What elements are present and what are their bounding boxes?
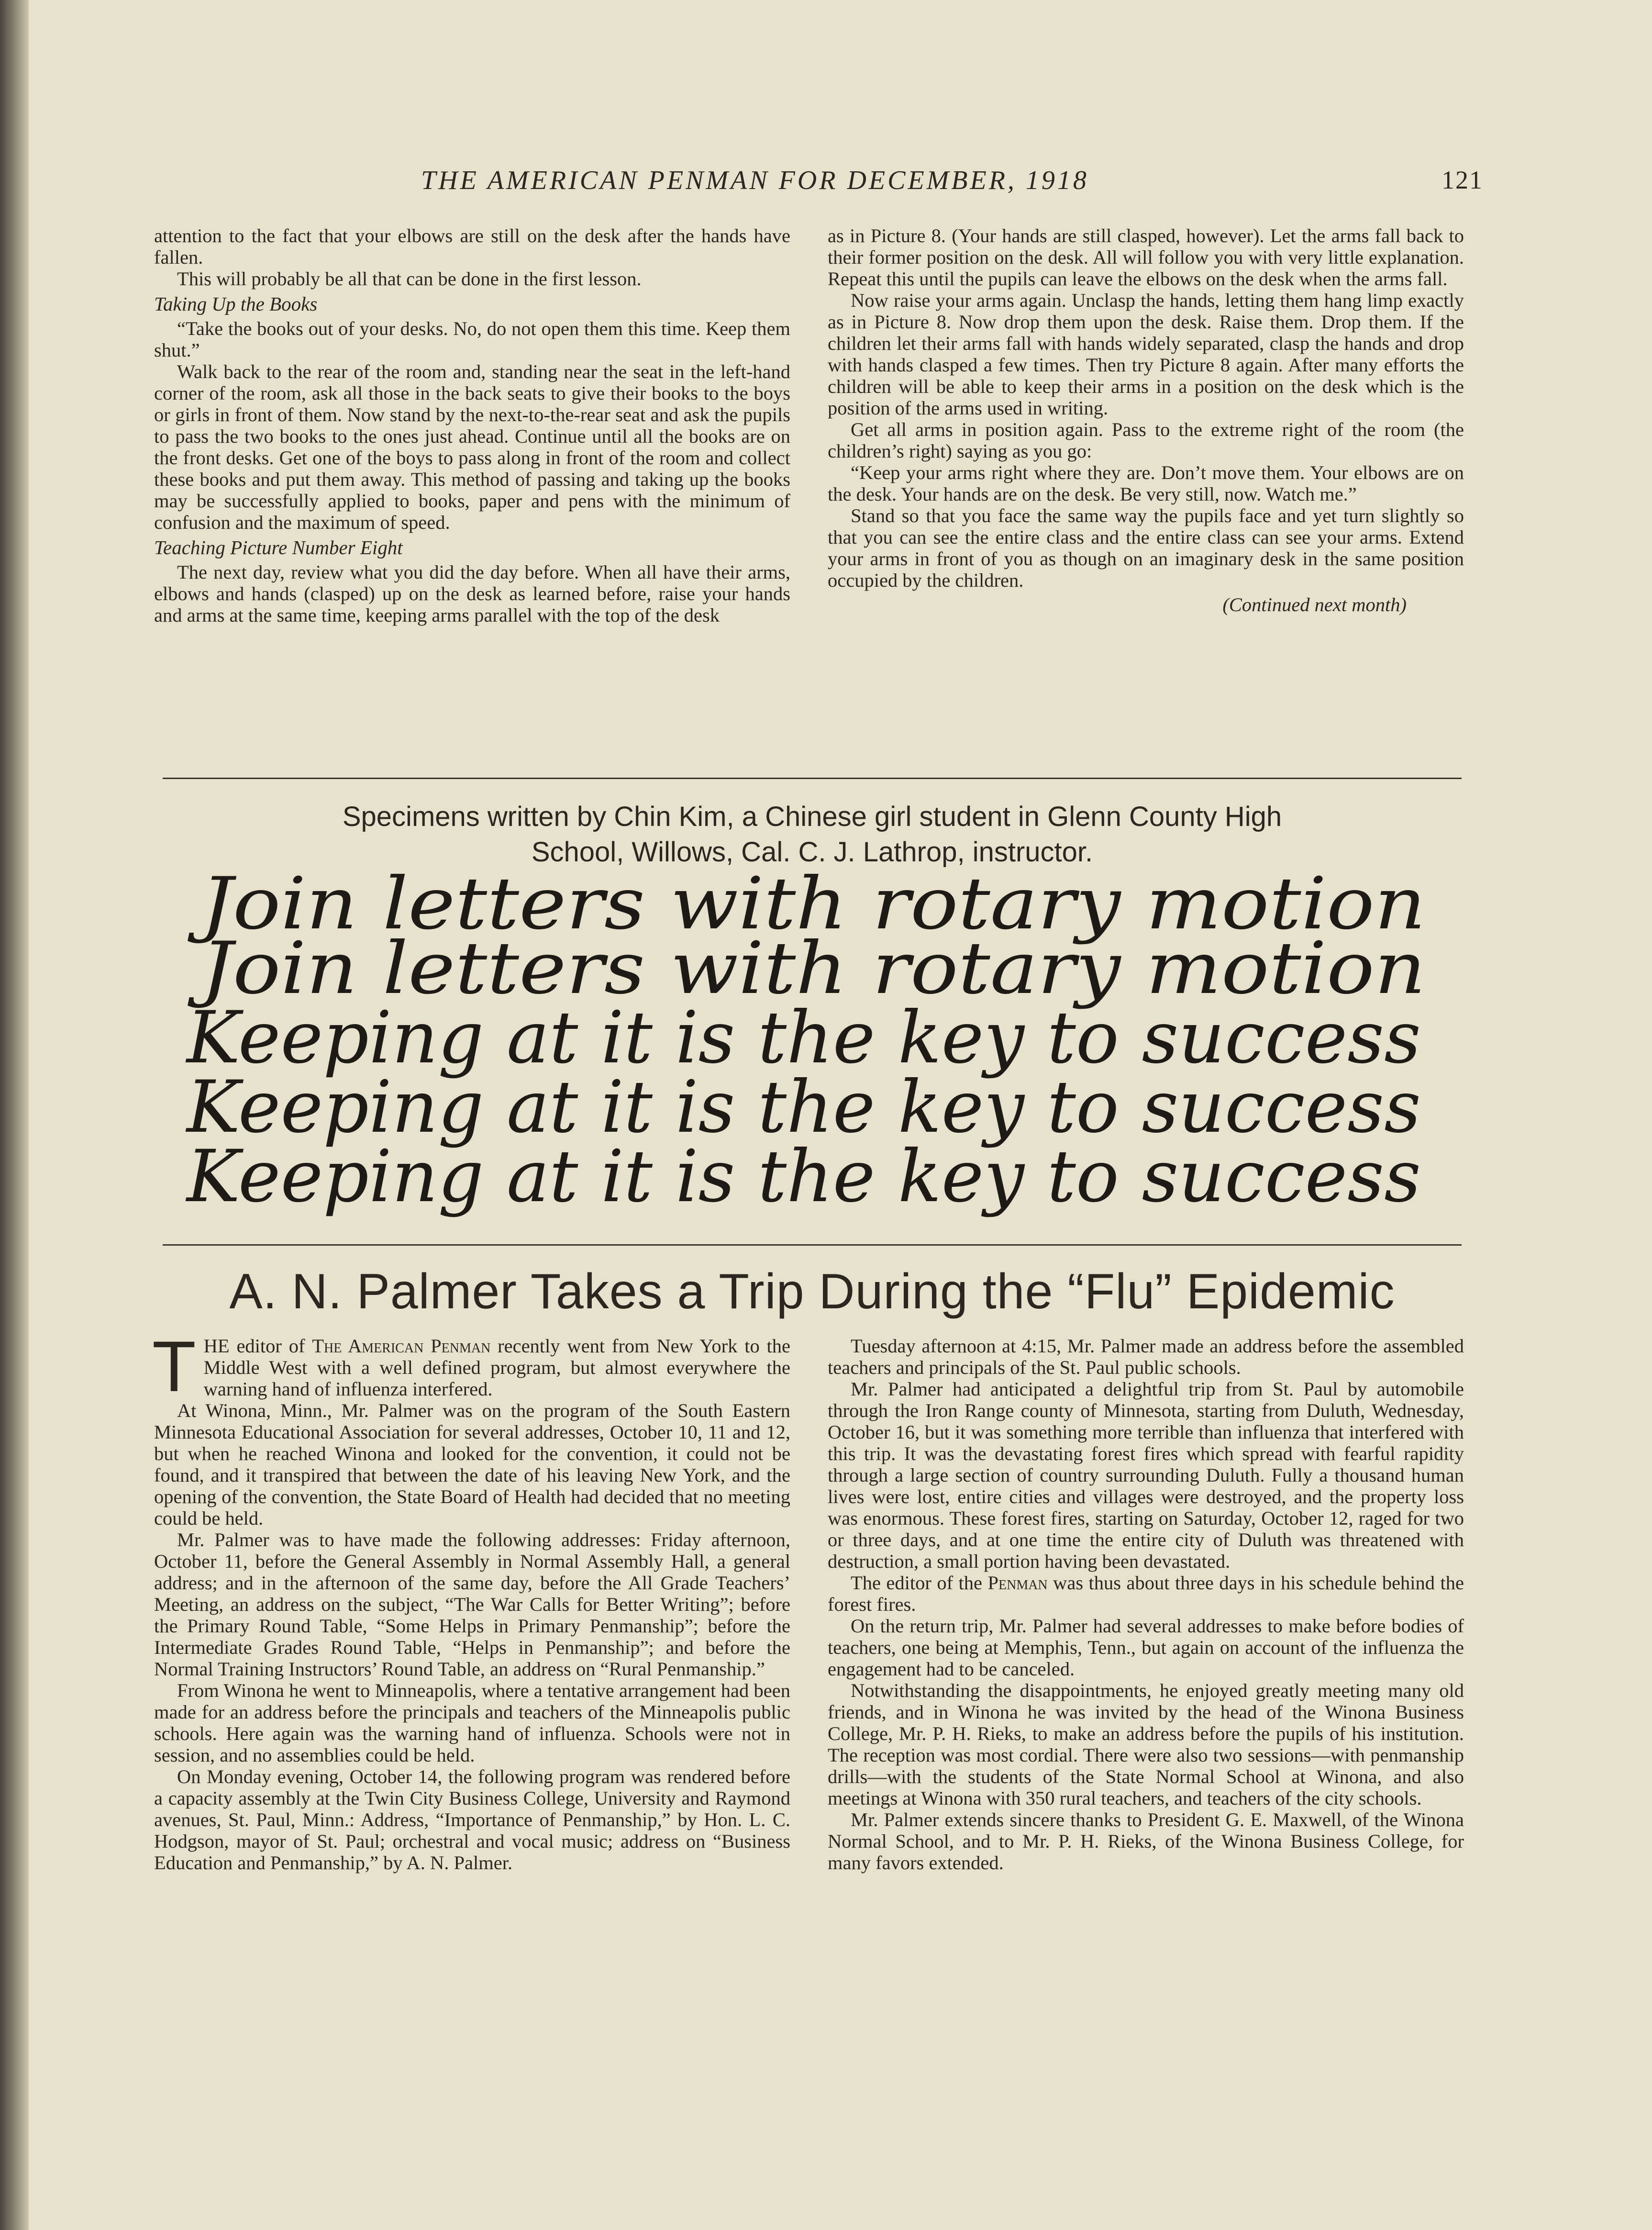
paragraph: On the return trip, Mr. Palmer had several addresses to make before bodies of teachers, one being at Memphis, Tenn., but again on account of the influenza the engagement had to be canceled. [828, 1615, 1464, 1680]
paragraph: Stand so that you face the same way the pupils face and yet turn slightly so that you can see the entire class and the entire class can see your arms. Extend your arms in front of you as though on an imaginary desk in the same position occupied by the children. [828, 505, 1464, 591]
divider-rule [163, 778, 1462, 779]
section-heading-taking-up-books: Taking Up the Books [154, 293, 318, 315]
specimen-caption-line: School, Willows, Cal. C. J. Lathrop, instructor. [531, 836, 1093, 868]
specimen-line: Keeping at it is the key to success [185, 996, 1421, 1080]
editor-text: was thus about three days in his schedule behind the forest fires. [828, 1572, 1464, 1615]
specimen-line: Join letters with rotary motion [187, 927, 1426, 1010]
specimen-line: Keeping at it is the key to success [185, 1135, 1421, 1218]
paragraph: Walk back to the rear of the room and, standing near the seat in the left-hand corner of the room, ask all those in the back seats to give their books to the boys or girls in front of them. Now stand by the next-to-the-rear seat and ask the pupils to pass the two books to the ones just ahead. Continue until all the books are on the front desks. Get one of the boys to pass along in front of the room and collect these books and put them away. This method of passing and taking up the books may be successfully applied to books, paper and pens with the minimum of confusion and the maximum of speed. [154, 361, 790, 533]
article-right-column [828, 1335, 1464, 1873]
drop-cap: T [152, 1326, 196, 1406]
paragraph: as in Picture 8. (Your hands are still clasped, however). Let the arms fall back to their former position on the desk. All will follow you with very little explanation. Repeat this until the pupils can leave the elbows on the desk when the arms fall. [828, 225, 1464, 290]
book-spine-shadow [0, 0, 29, 2230]
paragraph: Mr. Palmer extends sincere thanks to President G. E. Maxwell, of the Winona Normal School, and to Mr. P. H. Rieks, of the Winona Business College, for many favors extended. [828, 1809, 1464, 1873]
editor-text: The editor of the [851, 1572, 988, 1594]
paragraph: Notwithstanding the disappointments, he enjoyed greatly meeting many old friends, and in Winona he was invited by the head of the Winona Business College, Mr. P. H. Rieks, to make an address before the pupils of his institution. The reception was most cordial. There were also two sessions—with penmanship drills—with the students of the State Normal School at Winona, and also meetings at Winona with 350 rural teachers, and teachers of the city schools. [828, 1680, 1464, 1809]
lead-paragraph [152, 1326, 790, 1406]
specimen-line: Join letters with rotary motion [187, 866, 1426, 946]
page-number: 121 [1441, 166, 1483, 194]
paragraph: Get all arms in position again. Pass to the extreme right of the room (the children’s right) saying as you go: [828, 419, 1464, 462]
paragraph: Tuesday afternoon at 4:15, Mr. Palmer made an address before the assembled teachers and principals of the St. Paul public schools. [828, 1335, 1464, 1378]
journal-name: Penman [987, 1572, 1048, 1594]
lead-text: recently went from New York to the Middle West with a well defined program, but almost everywhere the warning hand of influenza interfered. [203, 1335, 790, 1400]
paragraph: On Monday evening, October 14, the following program was rendered before a capacity assembly at the Twin City Business College, University and Raymond avenues, St. Paul, Minn.: Address, “Importance of Penmanship,” by Hon. L. C. Hodgson, mayor of St. Paul; orchestral and vocal music; address on “Business Education and Penmanship,” by A. N. Palmer. [154, 1766, 790, 1873]
paragraph: Now raise your arms again. Unclasp the hands, letting them hang limp exactly as in Picture 8. Now drop them upon the desk. Raise them. Drop them. If the children let their arms fall with hands widely separated, clasp the hands and drop with hands clasped a few times. Then try Picture 8 again. After many efforts the children will be able to keep their arms in a position on the desk which is the position of the arms used in writing. [828, 290, 1464, 419]
running-header: THE AMERICAN PENMAN FOR DECEMBER, 1918 [421, 166, 1089, 195]
top-left-column [154, 225, 790, 626]
paragraph: At Winona, Minn., Mr. Palmer was on the program of the South Eastern Minnesota Educational Association for several addresses, October 10, 11 and 12, but when he reached Winona and looked for the convention, it could not be found, and it transpired that between the date of his leaving New York, and the opening of the convention, the State Board of Health had decided that no meeting could be held. [154, 1400, 790, 1529]
specimen-caption [163, 799, 1462, 870]
lead-text: editor of [229, 1335, 312, 1357]
paragraph: Mr. Palmer had anticipated a delightful trip from St. Paul by automobile through the Iron Range county of Minnesota, starting from Duluth, Wednesday, October 16, but it was something more terrible than influenza that interfered with this trip. It was the devastating forest fires which spread with fearful rapidity through a large section of country surrounding Duluth. Fully a thousand human lives were lost, entire cities and villages were destroyed, and the property loss was enormous. These forest fires, starting on Saturday, October 12, raged for two or three days, and at one time the entire city of Duluth was threatened with destruction, a small portion having been devastated. [828, 1378, 1464, 1572]
top-right-column [828, 225, 1464, 615]
section-heading-picture-eight: Teaching Picture Number Eight [154, 536, 403, 558]
paragraph: attention to the fact that your elbows are still on the desk after the hands have fallen. [154, 225, 790, 268]
divider-rule [163, 1244, 1462, 1246]
handwriting-specimens [172, 866, 1459, 1230]
paragraph: Mr. Palmer was to have made the following addresses: Friday afternoon, October 11, before the General Assembly in Normal Assembly Hall, a general address; and in the afternoon of the same day, before the All Grade Teachers’ Meeting, an address on the subject, “The War Calls for Better Writing”; before the Primary Round Table, “Some Helps in Primary Penmanship”; before the Intermediate Grades Round Table, “Helps in Penmanship”; and before the Normal Training Instructors’ Round Table, an address on “Rural Penmanship.” [154, 1529, 790, 1680]
article-left-column [152, 1326, 790, 1873]
specimen-line: Keeping at it is the key to success [185, 1066, 1421, 1149]
paragraph: From Winona he went to Minneapolis, where a tentative arrangement had been made for an address before the principals and teachers of the Minneapolis public schools. Here again was the warning hand of influenza. Schools were not in session, and no assemblies could be held. [154, 1680, 790, 1766]
article-headline: A. N. Palmer Takes a Trip During the “Flu” Epidemic [229, 1264, 1395, 1319]
journal-name: The American Penman [312, 1335, 491, 1357]
paragraph: The next day, review what you did the day before. When all have their arms, elbows and hands (clasped) up on the desk as learned before, raise your hands and arms at the same time, keeping arms parallel with the top of the desk [154, 561, 790, 626]
paragraph [828, 1572, 1464, 1615]
paragraph: This will probably be all that can be done in the first lesson. [177, 268, 642, 290]
specimen-caption-line: Specimens written by Chin Kim, a Chinese girl student in Glenn County High [342, 801, 1282, 832]
continued-note: (Continued next month) [1222, 594, 1407, 615]
lead-smallcaps: HE [203, 1335, 230, 1357]
paragraph: “Take the books out of your desks. No, do not open them this time. Keep them shut.” [154, 318, 790, 361]
paragraph: “Keep your arms right where they are. Don’t move them. Your elbows are on the desk. Your hands are on the desk. Be very still, now. Watch me.” [828, 462, 1464, 505]
